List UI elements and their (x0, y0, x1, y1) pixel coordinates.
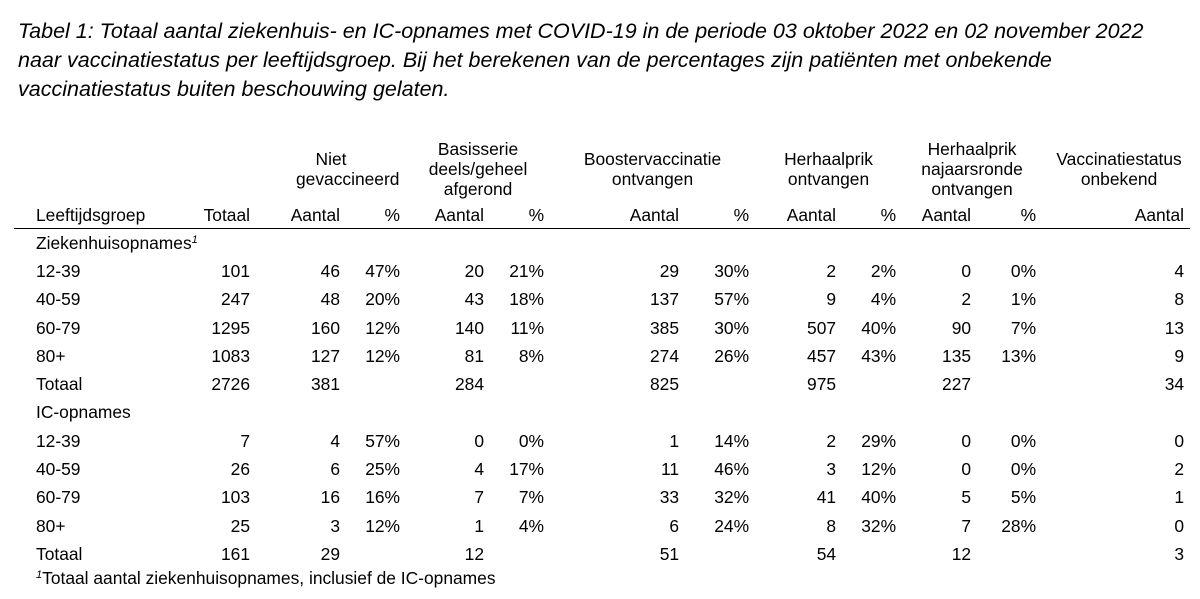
col-aantal: Aantal (550, 203, 685, 229)
table-cell: 32% (714, 487, 750, 508)
table-cell: 43% (861, 345, 897, 366)
table-cell: 12% (365, 317, 401, 338)
table-cell: 4 (330, 430, 340, 451)
section-title (14, 229, 1190, 258)
table-row (14, 257, 1190, 285)
table-cell: 1 (669, 430, 680, 451)
section-title-text: Ziekenhuisopnames (36, 232, 192, 253)
col-aantal: Aantal (406, 203, 490, 229)
table-cell: 140 (455, 317, 485, 338)
row-label: Totaal (36, 374, 83, 395)
table-cell: 30% (714, 317, 750, 338)
col-aantal: Aantal (755, 203, 842, 229)
table-cell: 90 (951, 317, 972, 338)
table-row (14, 540, 1190, 568)
table-cell: 40% (861, 487, 897, 508)
table-cell: 6 (330, 459, 340, 480)
table-cell: 2 (961, 289, 972, 310)
table-cell: 1 (474, 515, 485, 536)
table-cell: 2 (1174, 459, 1185, 480)
table-cell: 9 (1174, 345, 1185, 366)
table-cell: 0% (1010, 459, 1037, 480)
table-cell (490, 540, 550, 568)
table-cell: 8 (1174, 289, 1185, 310)
table-cell: 3 (826, 459, 837, 480)
table-cell: 14% (714, 430, 750, 451)
admissions-table (14, 135, 1190, 569)
table-cell: 1% (1010, 289, 1037, 310)
table-cell: 54 (816, 543, 837, 564)
table-cell: 247 (220, 289, 250, 310)
table-cell: 101 (220, 260, 250, 281)
table-row (14, 342, 1190, 370)
table-cell: 103 (220, 487, 250, 508)
table-cell: 41 (816, 487, 837, 508)
table-cell: 33 (659, 487, 680, 508)
table-cell: 0 (961, 459, 972, 480)
col-leeftijdsgroep: Leeftijdsgroep (14, 203, 174, 229)
table-caption: Tabel 1: Totaal aantal ziekenhuis- en IC-opnames met COVID-19 in de periode 03 oktober 2022 en 02 november 2022 naar vaccinatiestatus per leeftijdsgroep. Bij het berekenen van de percentages zijn patiënten met onbekende vaccinatiestatus buiten beschouwing gelaten. (18, 19, 1144, 101)
table-row (14, 512, 1190, 540)
table-cell: 135 (942, 345, 972, 366)
table-cell (977, 370, 1042, 398)
table-cell: 17% (509, 459, 545, 480)
table-cell: 16% (365, 487, 401, 508)
footnote-marker: 1 (36, 569, 43, 581)
table-cell: 25 (230, 515, 250, 536)
group-header-row (14, 135, 1190, 203)
footnote (36, 568, 496, 589)
section-row (14, 229, 1190, 258)
table-row (14, 455, 1190, 483)
row-label: 12-39 (36, 430, 81, 451)
table-cell: 2 (826, 430, 837, 451)
table-cell (346, 540, 406, 568)
table-cell: 1083 (211, 345, 250, 366)
table-cell: 0% (1010, 260, 1037, 281)
table-cell: 26 (230, 459, 250, 480)
table-cell: 4 (474, 459, 485, 480)
table-cell: 51 (659, 543, 680, 564)
col-totaal: Totaal (174, 203, 256, 229)
table-cell: 18% (509, 289, 545, 310)
footnote-text: Totaal aantal ziekenhuisopnames, inclusief de IC-opnames (42, 568, 496, 588)
table-cell: 32% (861, 515, 897, 536)
table-cell: 385 (650, 317, 680, 338)
col-pct: % (842, 203, 902, 229)
table-cell (977, 540, 1042, 568)
row-label: Totaal (36, 543, 83, 564)
table-cell: 0 (474, 430, 485, 451)
table-cell: 5% (1010, 487, 1037, 508)
table-cell: 25% (365, 459, 401, 480)
table-cell: 13% (1001, 345, 1037, 366)
table-cell: 381 (310, 374, 340, 395)
table-cell: 29% (861, 430, 897, 451)
table-cell: 20% (365, 289, 401, 310)
table-cell: 9 (826, 289, 837, 310)
group-header-najaar: Herhaalprik najaarsronde ontvangen (921, 139, 1023, 199)
col-aantal: Aantal (1042, 203, 1190, 229)
table-cell: 7 (240, 430, 250, 451)
row-label: 12-39 (36, 260, 81, 281)
table-cell: 40% (861, 317, 897, 338)
table-cell (346, 370, 406, 398)
table-cell: 160 (310, 317, 340, 338)
table-cell: 825 (650, 374, 680, 395)
table-cell: 47% (365, 260, 401, 281)
section-row (14, 399, 1190, 427)
row-label: 40-59 (36, 459, 81, 480)
table-row (14, 427, 1190, 455)
table-row (14, 484, 1190, 512)
table-cell: 7 (961, 515, 972, 536)
table-cell: 11 (660, 459, 680, 480)
table-cell: 12 (464, 543, 485, 564)
table-cell: 12% (365, 345, 401, 366)
row-label: 40-59 (36, 289, 81, 310)
col-pct: % (977, 203, 1042, 229)
table-cell: 137 (650, 289, 680, 310)
table-cell: 12% (365, 515, 401, 536)
table-cell: 3 (330, 515, 340, 536)
table-cell: 274 (650, 345, 680, 366)
table-cell: 30% (714, 260, 750, 281)
group-header-herhaal: Herhaalprik ontvangen (784, 149, 874, 189)
table-cell: 13 (1164, 317, 1185, 338)
table-cell: 127 (310, 345, 340, 366)
table-cell (842, 370, 902, 398)
table-cell: 57% (714, 289, 750, 310)
table-cell: 3 (1174, 543, 1185, 564)
table-cell: 48 (320, 289, 340, 310)
group-header-niet: Niet gevaccineerd (296, 149, 400, 189)
table-cell: 4% (518, 515, 545, 536)
table-cell: 1295 (211, 317, 250, 338)
table-cell: 81 (464, 345, 485, 366)
table-cell (842, 540, 902, 568)
group-header-booster: Boostervaccinatie ontvangen (583, 149, 722, 189)
table-cell: 507 (807, 317, 837, 338)
table-cell: 34 (1164, 374, 1185, 395)
table-row (14, 314, 1190, 342)
table-cell: 20 (464, 260, 485, 281)
row-label: 80+ (36, 515, 66, 536)
table-cell: 975 (807, 374, 837, 395)
table-cell: 2 (826, 260, 837, 281)
table-cell: 1 (1174, 487, 1185, 508)
table-cell: 11% (510, 317, 545, 338)
table-cell: 457 (807, 345, 837, 366)
table-cell (685, 370, 755, 398)
table-cell: 6 (669, 515, 680, 536)
row-label: 60-79 (36, 487, 81, 508)
table-cell: 5 (961, 487, 972, 508)
table-cell: 46 (320, 260, 340, 281)
section-title (14, 399, 1190, 427)
table-cell: 43 (464, 289, 485, 310)
table-cell: 8 (826, 515, 837, 536)
table-cell: 161 (220, 543, 250, 564)
footnote-marker: 1 (191, 233, 198, 246)
table-cell: 7% (518, 487, 545, 508)
table-cell: 7 (474, 487, 485, 508)
group-header-basis: Basisserie deels/geheel afgerond (428, 139, 528, 199)
section-title-text: IC-opnames (36, 402, 131, 423)
table-cell: 29 (659, 260, 680, 281)
column-header-row (14, 203, 1190, 229)
table-body (14, 229, 1190, 569)
table-cell: 8% (518, 345, 545, 366)
table-cell: 0% (518, 430, 545, 451)
group-header-onbekend: Vaccinatiestatus onbekend (1056, 149, 1182, 189)
table-cell: 0 (961, 260, 972, 281)
col-pct: % (346, 203, 406, 229)
table-cell: 12 (951, 543, 972, 564)
table-cell: 46% (714, 459, 750, 480)
table-cell: 227 (942, 374, 972, 395)
table-cell: 4 (1174, 260, 1185, 281)
table-cell (490, 370, 550, 398)
table-cell: 4% (870, 289, 897, 310)
table-cell: 28% (1001, 515, 1037, 536)
table-cell: 0 (1174, 430, 1185, 451)
table-cell: 0% (1010, 430, 1037, 451)
table-cell: 284 (455, 374, 485, 395)
table-row (14, 286, 1190, 314)
table-cell: 2% (870, 260, 897, 281)
row-label: 80+ (36, 345, 66, 366)
table-cell: 57% (365, 430, 401, 451)
table-cell (685, 540, 755, 568)
table-cell: 29 (320, 543, 340, 564)
table-cell: 0 (1174, 515, 1185, 536)
table-row (14, 370, 1190, 398)
col-aantal: Aantal (256, 203, 346, 229)
table-cell: 26% (714, 345, 750, 366)
table-cell: 24% (714, 515, 750, 536)
table-cell: 16 (320, 487, 340, 508)
col-pct: % (685, 203, 755, 229)
table-cell: 12% (861, 459, 897, 480)
table-cell: 21% (509, 260, 545, 281)
table-cell: 7% (1010, 317, 1037, 338)
table-cell: 0 (961, 430, 972, 451)
row-label: 60-79 (36, 317, 81, 338)
col-pct: % (490, 203, 550, 229)
table-cell: 2726 (211, 374, 250, 395)
col-aantal: Aantal (902, 203, 977, 229)
